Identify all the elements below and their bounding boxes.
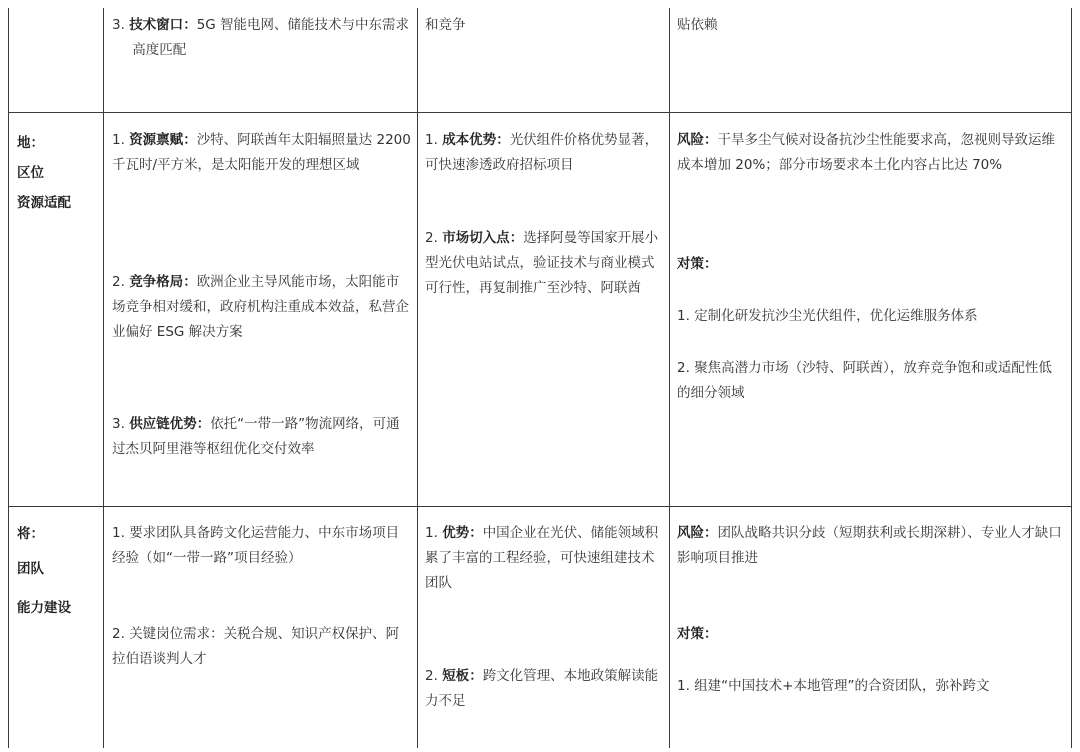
- cell-team-requirement: [112, 521, 412, 571]
- column-divider: [417, 8, 418, 748]
- cell-countermeasure-title: [677, 252, 1065, 277]
- item-countermeasure: 1. 组建“中国技术+本地管理”的合资团队，弥补跨文: [677, 678, 990, 694]
- cell-supply-chain: [112, 412, 412, 462]
- cell-countermeasure-1: [677, 304, 1065, 329]
- text-fragment: 和竞争: [425, 17, 466, 33]
- item-team-requirement: 1. 要求团队具备跨文化运营能力、中东市场项目经验（如“一带一路”项目经验）: [112, 525, 400, 566]
- table-border-right: [1071, 8, 1072, 748]
- item-competition-landscape: 2. 竞争格局：欧洲企业主导风能市场，太阳能市场竞争相对缓和，政府机构注重成本效益，私营企业偏好 ESG 解决方案: [112, 274, 409, 340]
- item-key-positions: 2. 关键岗位需求：关税合规、知识产权保护、阿拉伯语谈判人才: [112, 626, 400, 667]
- item-team-advantage: 1. 优势：中国企业在光伏、储能领域积累了丰富的工程经验，可快速组建技术团队: [425, 525, 659, 591]
- item-risk: 风险：团队战略共识分歧（短期获利或长期深耕）、专业人才缺口影响项目推进: [677, 525, 1062, 566]
- text-fragment: 贴依赖: [677, 17, 718, 33]
- cell-top-col3: [425, 13, 661, 38]
- item-countermeasure-heading: 对策：: [677, 626, 718, 642]
- cell-countermeasure-2: [677, 356, 1065, 406]
- label-line: 能力建设: [17, 600, 71, 616]
- label-line: 地：: [17, 135, 44, 151]
- item-resource-endowment: 1. 资源禀赋：沙特、阿联酋年太阳辐照量达 2200 千瓦时/平方米，是太阳能开发的理想区域: [112, 132, 411, 173]
- cell-cost-advantage: [425, 128, 661, 178]
- cell-countermeasure-title: [677, 622, 1065, 647]
- cell-team-weakness: [425, 664, 661, 714]
- row-label-team: [17, 521, 99, 622]
- label-line: 将：: [17, 526, 44, 542]
- item-team-weakness: 2. 短板：跨文化管理、本地政策解读能力不足: [425, 668, 659, 709]
- item-risk: 风险：干旱多尘气候对设备抗沙尘性能要求高，忽视则导致运维成本增加 20%；部分市场要求本土化内容占比达 70%: [677, 132, 1055, 173]
- row-divider: [8, 112, 1072, 113]
- row-divider: [8, 506, 1072, 507]
- cell-competition: [112, 270, 412, 345]
- cell-tech-window: [112, 13, 412, 63]
- cell-risk-team: [677, 521, 1065, 571]
- item-supply-chain: 3. 供应链优势：依托“一带一路”物流网络，可通过杰贝阿里港等枢纽优化交付效率: [112, 416, 400, 457]
- table-border-left: [8, 8, 9, 748]
- cell-top-col4: [677, 13, 1065, 38]
- cell-team-advantage: [425, 521, 661, 596]
- item-countermeasure: 1. 定制化研发抗沙尘光伏组件，优化运维服务体系: [677, 308, 978, 324]
- cell-key-positions: [112, 622, 412, 672]
- column-divider: [669, 8, 670, 748]
- label-line: 资源适配: [17, 195, 71, 211]
- item-countermeasure-heading: 对策：: [677, 256, 718, 272]
- row-label-location: [17, 128, 99, 218]
- item-tech-window: 3. 技术窗口：5G 智能电网、储能技术与中东需求高度匹配: [112, 17, 410, 58]
- label-line: 区位: [17, 165, 44, 181]
- cell-countermeasure-1: [677, 674, 1065, 699]
- label-line: 团队: [17, 561, 44, 577]
- item-countermeasure: 2. 聚焦高潜力市场（沙特、阿联酋），放弃竞争饱和或适配性低的细分领域: [677, 360, 1052, 401]
- cell-resource-conditions: [112, 128, 412, 178]
- item-cost-advantage: 1. 成本优势：光伏组件价格优势显著，可快速渗透政府招标项目: [425, 132, 659, 173]
- column-divider: [103, 8, 104, 748]
- item-market-entry: 2. 市场切入点：选择阿曼等国家开展小型光伏电站试点，验证技术与商业模式可行性，再复制推广至沙特、阿联酋: [425, 230, 659, 296]
- cell-risk-location: [677, 128, 1065, 178]
- cell-market-entry: [425, 226, 661, 301]
